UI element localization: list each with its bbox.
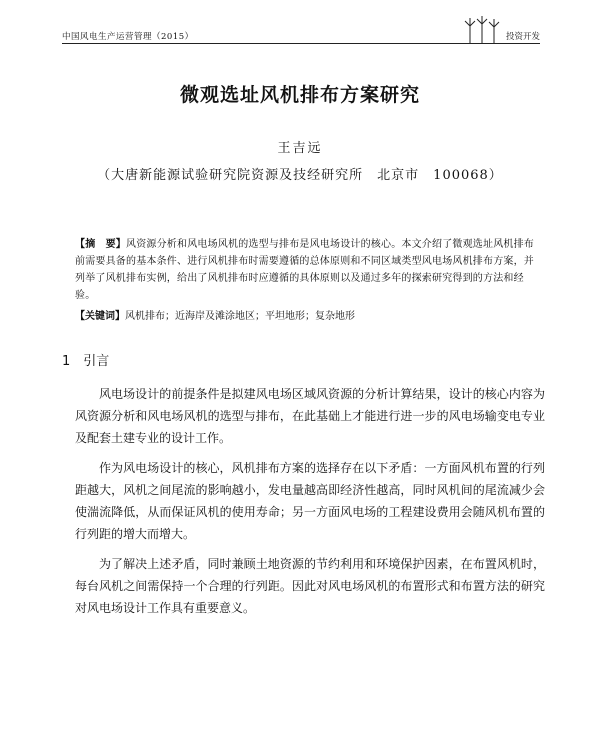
paragraph: 风电场设计的前提条件是拟建风电场区域风资源的分析计算结果，设计的核心内容为风资源分析和风电场风机的选型与排布，在此基础上才能进行进一步的风电场输变电专业及配套土建专业的设计工作。 [75, 387, 545, 445]
wind-turbine-icon [462, 14, 502, 44]
keywords-text: 风机排布；近海岸及滩涂地区；平坦地形；复杂地形 [125, 311, 355, 322]
keywords-label: 【关键词】 [75, 311, 125, 322]
abstract [75, 236, 535, 304]
paragraph: 为了解决上述矛盾，同时兼顾土地资源的节约利用和环境保护因素，在布置风机时，每台风机之间需保持一个合理的行列距。因此对风电场风机的布置形式和布置方法的研究对风电场设计工作具有重要意义。 [75, 557, 545, 615]
author: 王吉远 [277, 141, 323, 156]
section-name: 投资开发 [505, 32, 540, 42]
paragraph: 作为风电场设计的核心，风机排布方案的选择存在以下矛盾：一方面风机布置的行列距越大，风机之间尾流的影响越小，发电量越高即经济性越高，同时风机间的尾流减少会使湍流降低，从而保证风机的使用寿命；另一方面风电场的工程建设费用会随风机布置的行列距的增大而增大。 [75, 461, 545, 541]
section-heading: 1 引言 [62, 354, 110, 369]
abstract-label: 【摘 要】 [75, 239, 126, 250]
header-rule [62, 43, 540, 44]
paper-title: 微观选址风机排布方案研究 [179, 84, 420, 106]
abstract-text: 风资源分析和风电场风机的选型与排布是风电场设计的核心。本文介绍了微观选址风机排布前需要具备的基本条件、进行风机排布时需要遵循的总体原则和不同区域类型风电场风机排布方案，并列举了风机排布实例，给出了风机排布时应遵循的具体原则以及通过多年的探索研究得到的方法和经验。 [75, 239, 534, 301]
journal-name: 中国风电生产运营管理（2015） [62, 32, 194, 42]
running-header [62, 26, 540, 46]
affiliation: （大唐新能源试验研究院资源及技经研究所 北京市 100068） [97, 168, 503, 183]
keywords [75, 308, 535, 325]
section-body [75, 383, 545, 627]
